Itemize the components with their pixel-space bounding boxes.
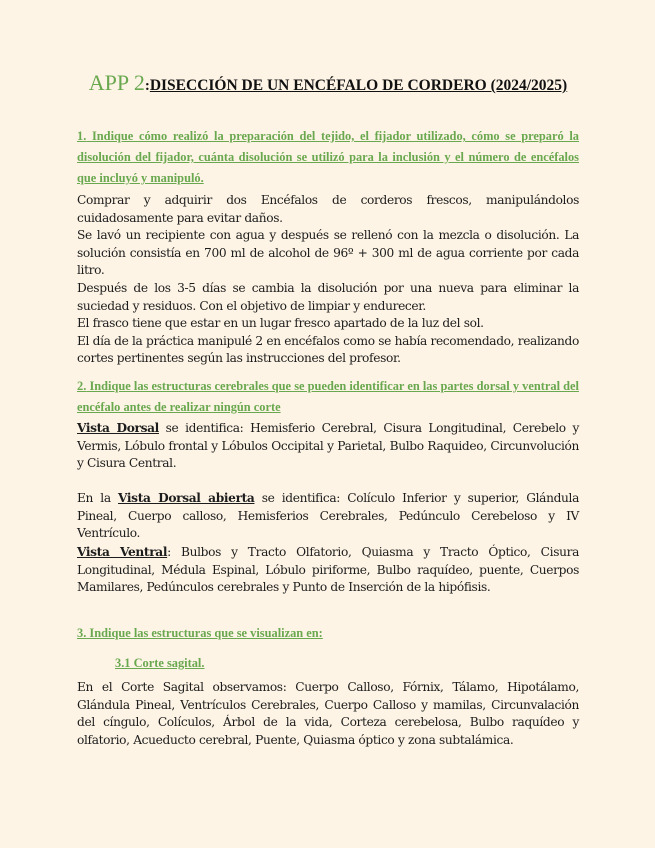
question-2-text: Indique las estructuras cerebrales que se pueden identificar en las partes dorsal y ventral del encéfalo antes de realizar ningún corte [77, 379, 579, 414]
answer-1-line: Comprar y adquirir dos Encéfalos de corderos frescos, manipulándolos cuidadosamente para evitar daños. [77, 193, 579, 225]
answer-1-line: Se lavó un recipiente con agua y después se rellenó con la mezcla o disolución. La solución consistía en 700 ml de alcohol de 96º + 300 ml de agua corriente por cada litro. [77, 228, 579, 278]
title-app-label: APP 2 [88, 70, 145, 95]
answer-1-line: Después de los 3-5 días se cambia la disolución por una nueva para eliminar la suciedad y residuos. Con el objetivo de limpiar y endurecer. [77, 280, 579, 313]
question-1 [77, 126, 579, 189]
question-2-number: 2. [77, 379, 87, 393]
question-2 [77, 376, 579, 418]
answer-1 [77, 192, 579, 368]
question-3 [77, 623, 579, 644]
title-colon: : [144, 78, 150, 94]
answer-3-1: En el Corte Sagital observamos: Cuerpo Calloso, Fórnix, Tálamo, Hipotálamo, Glándula Pineal, Ventrículos Cerebrales, Cuerpo Calloso y mamilas, Circunvalación del cíngulo, Colículos, Árbol de la vida, Corteza cerebelosa, Bulbo raquídeo y olfatorio, Acueducto cerebral, Puente, Quiasma óptico y zona subtalámica. [77, 680, 579, 747]
dorsal-view-text: se identifica: Hemisferio Cerebral, Cisura Longitudinal, Cerebelo y Vermis, Lóbulo frontal y Lóbulos Occipital y Parietal, Bulbo Raquideo, Circunvolución y Cisura Central. [77, 421, 580, 471]
ventral-view-text: : Bulbos y Tracto Olfatorio, Quiasma y Tracto Óptico, Cisura Longitudinal, Médula Espinal, Lóbulo piriforme, Bulbo raquídeo, puente, Cuerpos Mamilares, Pedúnculos cerebrales y Punto de Inserción de la hipófisis. [77, 545, 580, 595]
answer-2-ventral [77, 544, 579, 597]
ventral-view-label: Vista Ventral [77, 545, 168, 559]
answer-1-line: El frasco tiene que estar en un lugar fresco apartado de la luz del sol. [77, 316, 484, 331]
title-main: DISECCIÓN DE UN ENCÉFALO DE CORDERO (2024/2025) [149, 77, 568, 94]
question-3-text: Indique las estructuras que se visualizan en: [89, 626, 323, 640]
dorsal-open-text: se identifica: Colículo Inferior y superior, Glándula Pineal, Cuerpo calloso, Hemisferios Cerebrales, Pedúnculo Cerebeloso y IV Ventrículo. [77, 491, 579, 541]
subsection-3-1: 3.1 Corte sagital. [115, 656, 205, 670]
dorsal-open-label: Vista Dorsal abierta [118, 491, 255, 505]
answer-2-dorsal [77, 420, 579, 473]
dorsal-view-label: Vista Dorsal [77, 421, 159, 435]
answer-2-dorsal-open [77, 490, 579, 543]
dorsal-open-prefix: En la [77, 491, 119, 505]
question-1-number: 1. [77, 129, 87, 143]
question-3-number: 3. [77, 626, 87, 640]
document-title [77, 70, 579, 96]
answer-1-line: El día de la práctica manipulé 2 en encéfalos como se había recomendado, realizando cortes pertinentes según las instrucciones del profesor. [77, 333, 579, 366]
question-1-text: Indique cómo realizó la preparación del tejido, el fijador utilizado, cómo se preparó la disolución del fijador, cuánta disolución se utilizó para la inclusión y el número de encéfalos que incluyó y manipuló. [77, 129, 579, 185]
